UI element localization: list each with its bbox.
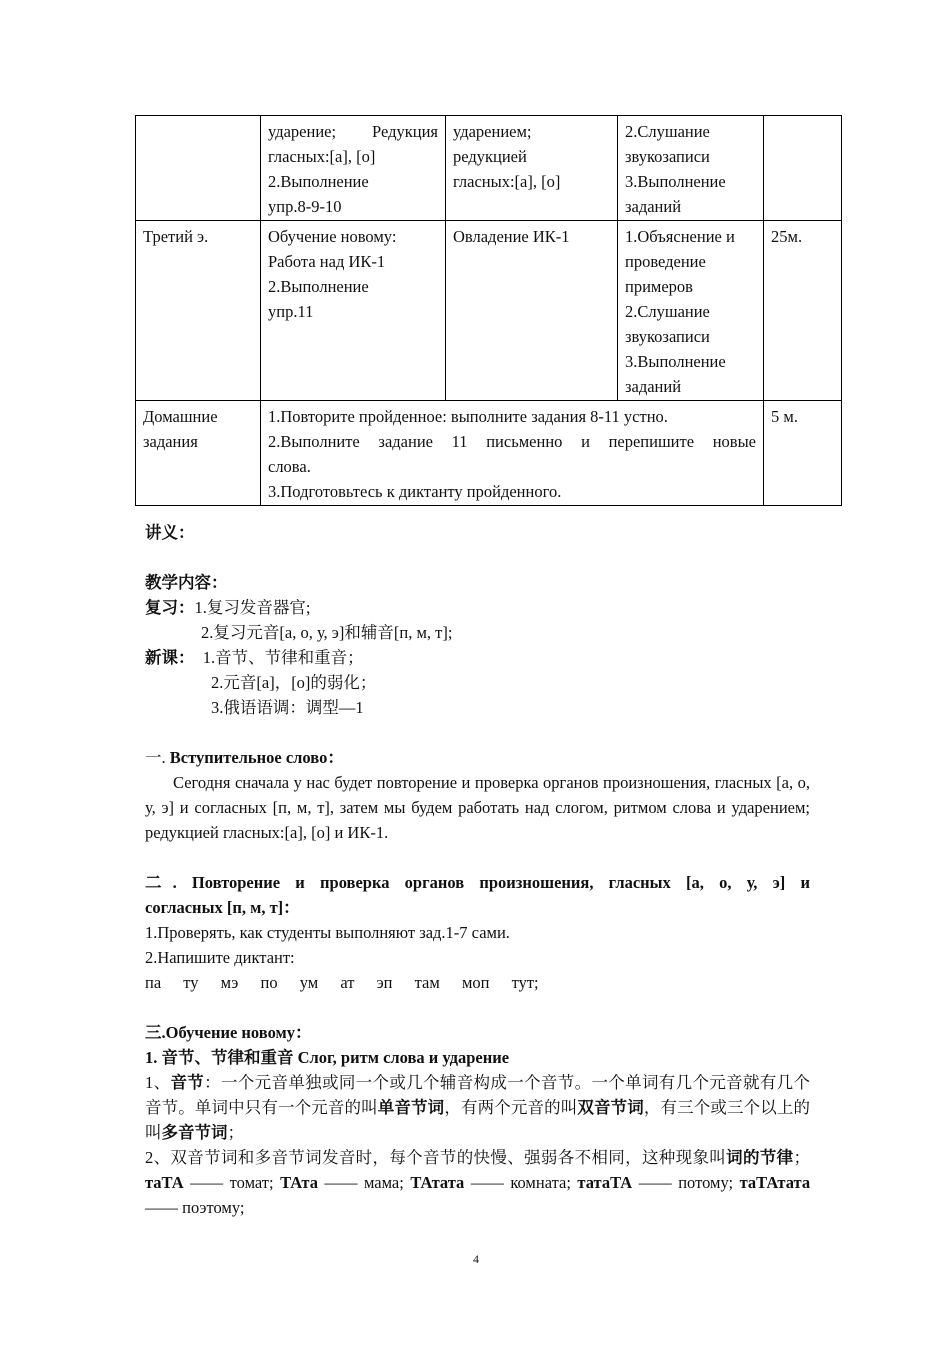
list-item: 2.Напишите диктант: [145, 948, 295, 967]
section-title: 三.Обучение новому： [145, 1023, 312, 1042]
cell-line: 2.Выполните задание 11 письменно и перепишите новые [268, 432, 756, 451]
section-number: 一. [145, 748, 166, 767]
goal-cell [446, 116, 618, 221]
paragraph [145, 1145, 810, 1220]
new-item: 1.音节、节律和重音； [202, 648, 364, 667]
cell-line: 3.Подготовьтесь к диктанту пройденного. [268, 482, 562, 501]
time-cell: 5 м. [764, 401, 842, 506]
cell-line: звукозаписи [625, 327, 710, 346]
method-cell [618, 116, 764, 221]
example-translation: комната; [510, 1173, 571, 1192]
review-label: 复习： [145, 598, 195, 617]
goal-cell [446, 221, 618, 401]
page-number: 4 [473, 1252, 479, 1266]
text-run: ，有三个或三个以上的叫 [145, 1098, 811, 1142]
time-cell [764, 116, 842, 221]
paragraph-number: 1、 [145, 1073, 171, 1092]
cell-line: 2.Слушание [625, 302, 710, 321]
dictation-word: по [260, 973, 278, 992]
subsection-title [145, 1045, 810, 1070]
cell-line: упр.8-9-10 [268, 197, 342, 216]
cell-line: ударением; [453, 122, 532, 141]
cell-line: заданий [625, 197, 682, 216]
method-cell [618, 221, 764, 401]
example-word: татаТА [577, 1173, 633, 1192]
review-item: 2.复习元音[а, о, у, э]和辅音[п, м, т]; [201, 623, 453, 642]
dictation-word: эп [376, 973, 393, 992]
cell-line: 2.Выполнение [268, 172, 369, 191]
dictation-word: ум [299, 973, 319, 992]
content-cell [261, 116, 446, 221]
section-heading [145, 745, 810, 770]
text-run: ； [793, 1148, 811, 1167]
text-run: ，有两个元音的叫 [444, 1098, 578, 1117]
new-item: 2.元音[а]，[о]的弱化； [211, 673, 377, 692]
term: 音节 [170, 1073, 205, 1092]
list-item: 1.Проверять, как студенты выполняют зад.1-7 сами. [145, 923, 510, 942]
handout-heading: 讲义： [145, 523, 195, 542]
cell-line: ударение; Редукция [268, 122, 438, 141]
time-cell: 25м. [764, 221, 842, 401]
cell-line: 3.Выполнение [625, 172, 726, 191]
section-review [145, 870, 810, 995]
dictation-word: па [145, 973, 162, 992]
cell-line: Обучение новому: [268, 227, 397, 246]
text-run: ：一个元音单独或同一个或几个辅音构成一个音节。一个单词有几个元音就有几个音节。单词中只有一个元音的叫 [145, 1073, 811, 1117]
example-translation: мама; [363, 1173, 404, 1192]
review-item: 1.复习发音器官; [194, 598, 311, 617]
example-translation: потому; [678, 1173, 734, 1192]
cell-line: проведение [625, 252, 706, 271]
example-word: таТА [145, 1173, 184, 1192]
example-word: ТАта [280, 1173, 318, 1192]
homework-cell [261, 401, 764, 506]
review-line [145, 595, 810, 620]
term: 单音节词 [377, 1098, 445, 1117]
example-word: ТАтата [410, 1173, 465, 1192]
dictation-word: там [414, 973, 440, 992]
paragraph: Сегодня сначала у нас будет повторение и проверка органов произношения, гласных [а, о, у, э] и согласных [п, м, т], затем мы будем работать над слогом, ритмом слова и ударением; редукцией гласных:[а], [о] и ИК-1. [145, 773, 810, 842]
term: 双音节词 [577, 1098, 644, 1117]
cell-line: редукцией [453, 147, 527, 166]
term: 多音节词 [161, 1123, 228, 1142]
example-dash: —— [470, 1173, 504, 1192]
cell-line: примеров [625, 277, 693, 296]
paragraph [145, 1070, 810, 1145]
table-row [136, 116, 842, 221]
table-row [136, 401, 842, 506]
term: 词的节律 [726, 1148, 794, 1167]
subsection-title-cn: 音节、节律和重音 [161, 1048, 294, 1067]
dictation-word: ат [340, 973, 355, 992]
cell-line: упр.11 [268, 302, 314, 321]
dictation-word: тут; [511, 973, 539, 992]
teaching-content [145, 570, 810, 720]
subsection-title-ru: Слог, ритм слова и ударение [297, 1048, 510, 1067]
cell-line: 1.Объяснение и [625, 227, 735, 246]
cell-line: задания [143, 432, 198, 451]
example-dash: —— [638, 1173, 672, 1192]
section-new [145, 1020, 810, 1220]
section-title: 二. Повторение и проверка органов произношения, гласных [а, о, у, э] и [145, 873, 810, 892]
example-dash: —— [324, 1173, 358, 1192]
example-translation: поэтому; [182, 1198, 245, 1217]
cell-line: заданий [625, 377, 682, 396]
section-intro [145, 745, 810, 845]
cell-line: 3.Выполнение [625, 352, 726, 371]
new-item: 3.俄语语调：调型—1 [211, 698, 364, 717]
cell-line: гласных:[а], [о] [453, 172, 561, 191]
text-run: 2、双音节词和多音节词发音时，每个音节的快慢、强弱各不相同，这种现象叫 [145, 1148, 727, 1167]
cell-line: Овладение ИК-1 [453, 227, 570, 246]
dictation-word: ту [183, 973, 199, 992]
example-word: таТАтата [739, 1173, 811, 1192]
new-line [145, 645, 810, 670]
cell-line: гласных:[а], [о] [268, 147, 376, 166]
example-dash: —— [190, 1173, 224, 1192]
stage-cell [136, 116, 261, 221]
example-translation: томат; [229, 1173, 274, 1192]
dictation-word: моп [461, 973, 490, 992]
dictation-words [145, 970, 810, 995]
cell-line: Домашние [143, 407, 218, 426]
dictation-word: мэ [220, 973, 239, 992]
subsection-number: 1. [145, 1048, 158, 1067]
cell-line: звукозаписи [625, 147, 710, 166]
content-heading: 教学内容： [145, 573, 228, 592]
new-label: 新课： [145, 648, 195, 667]
stage-cell [136, 401, 261, 506]
lesson-plan-table [135, 115, 842, 506]
cell-line: Третий э. [143, 227, 209, 246]
cell-line: 1.Повторите пройденное: выполните задания 8-11 устно. [268, 407, 668, 426]
cell-line: Работа над ИК-1 [268, 252, 386, 271]
cell-line: 2.Слушание [625, 122, 710, 141]
section-title: Вступительное слово： [169, 748, 344, 767]
stage-cell [136, 221, 261, 401]
example-dash: —— [145, 1198, 178, 1217]
table-row [136, 221, 842, 401]
cell-line: слова. [268, 457, 311, 476]
cell-line: 2.Выполнение [268, 277, 369, 296]
content-cell [261, 221, 446, 401]
section-title: согласных [п, м, т]： [145, 898, 300, 917]
text-run: ； [227, 1123, 244, 1142]
